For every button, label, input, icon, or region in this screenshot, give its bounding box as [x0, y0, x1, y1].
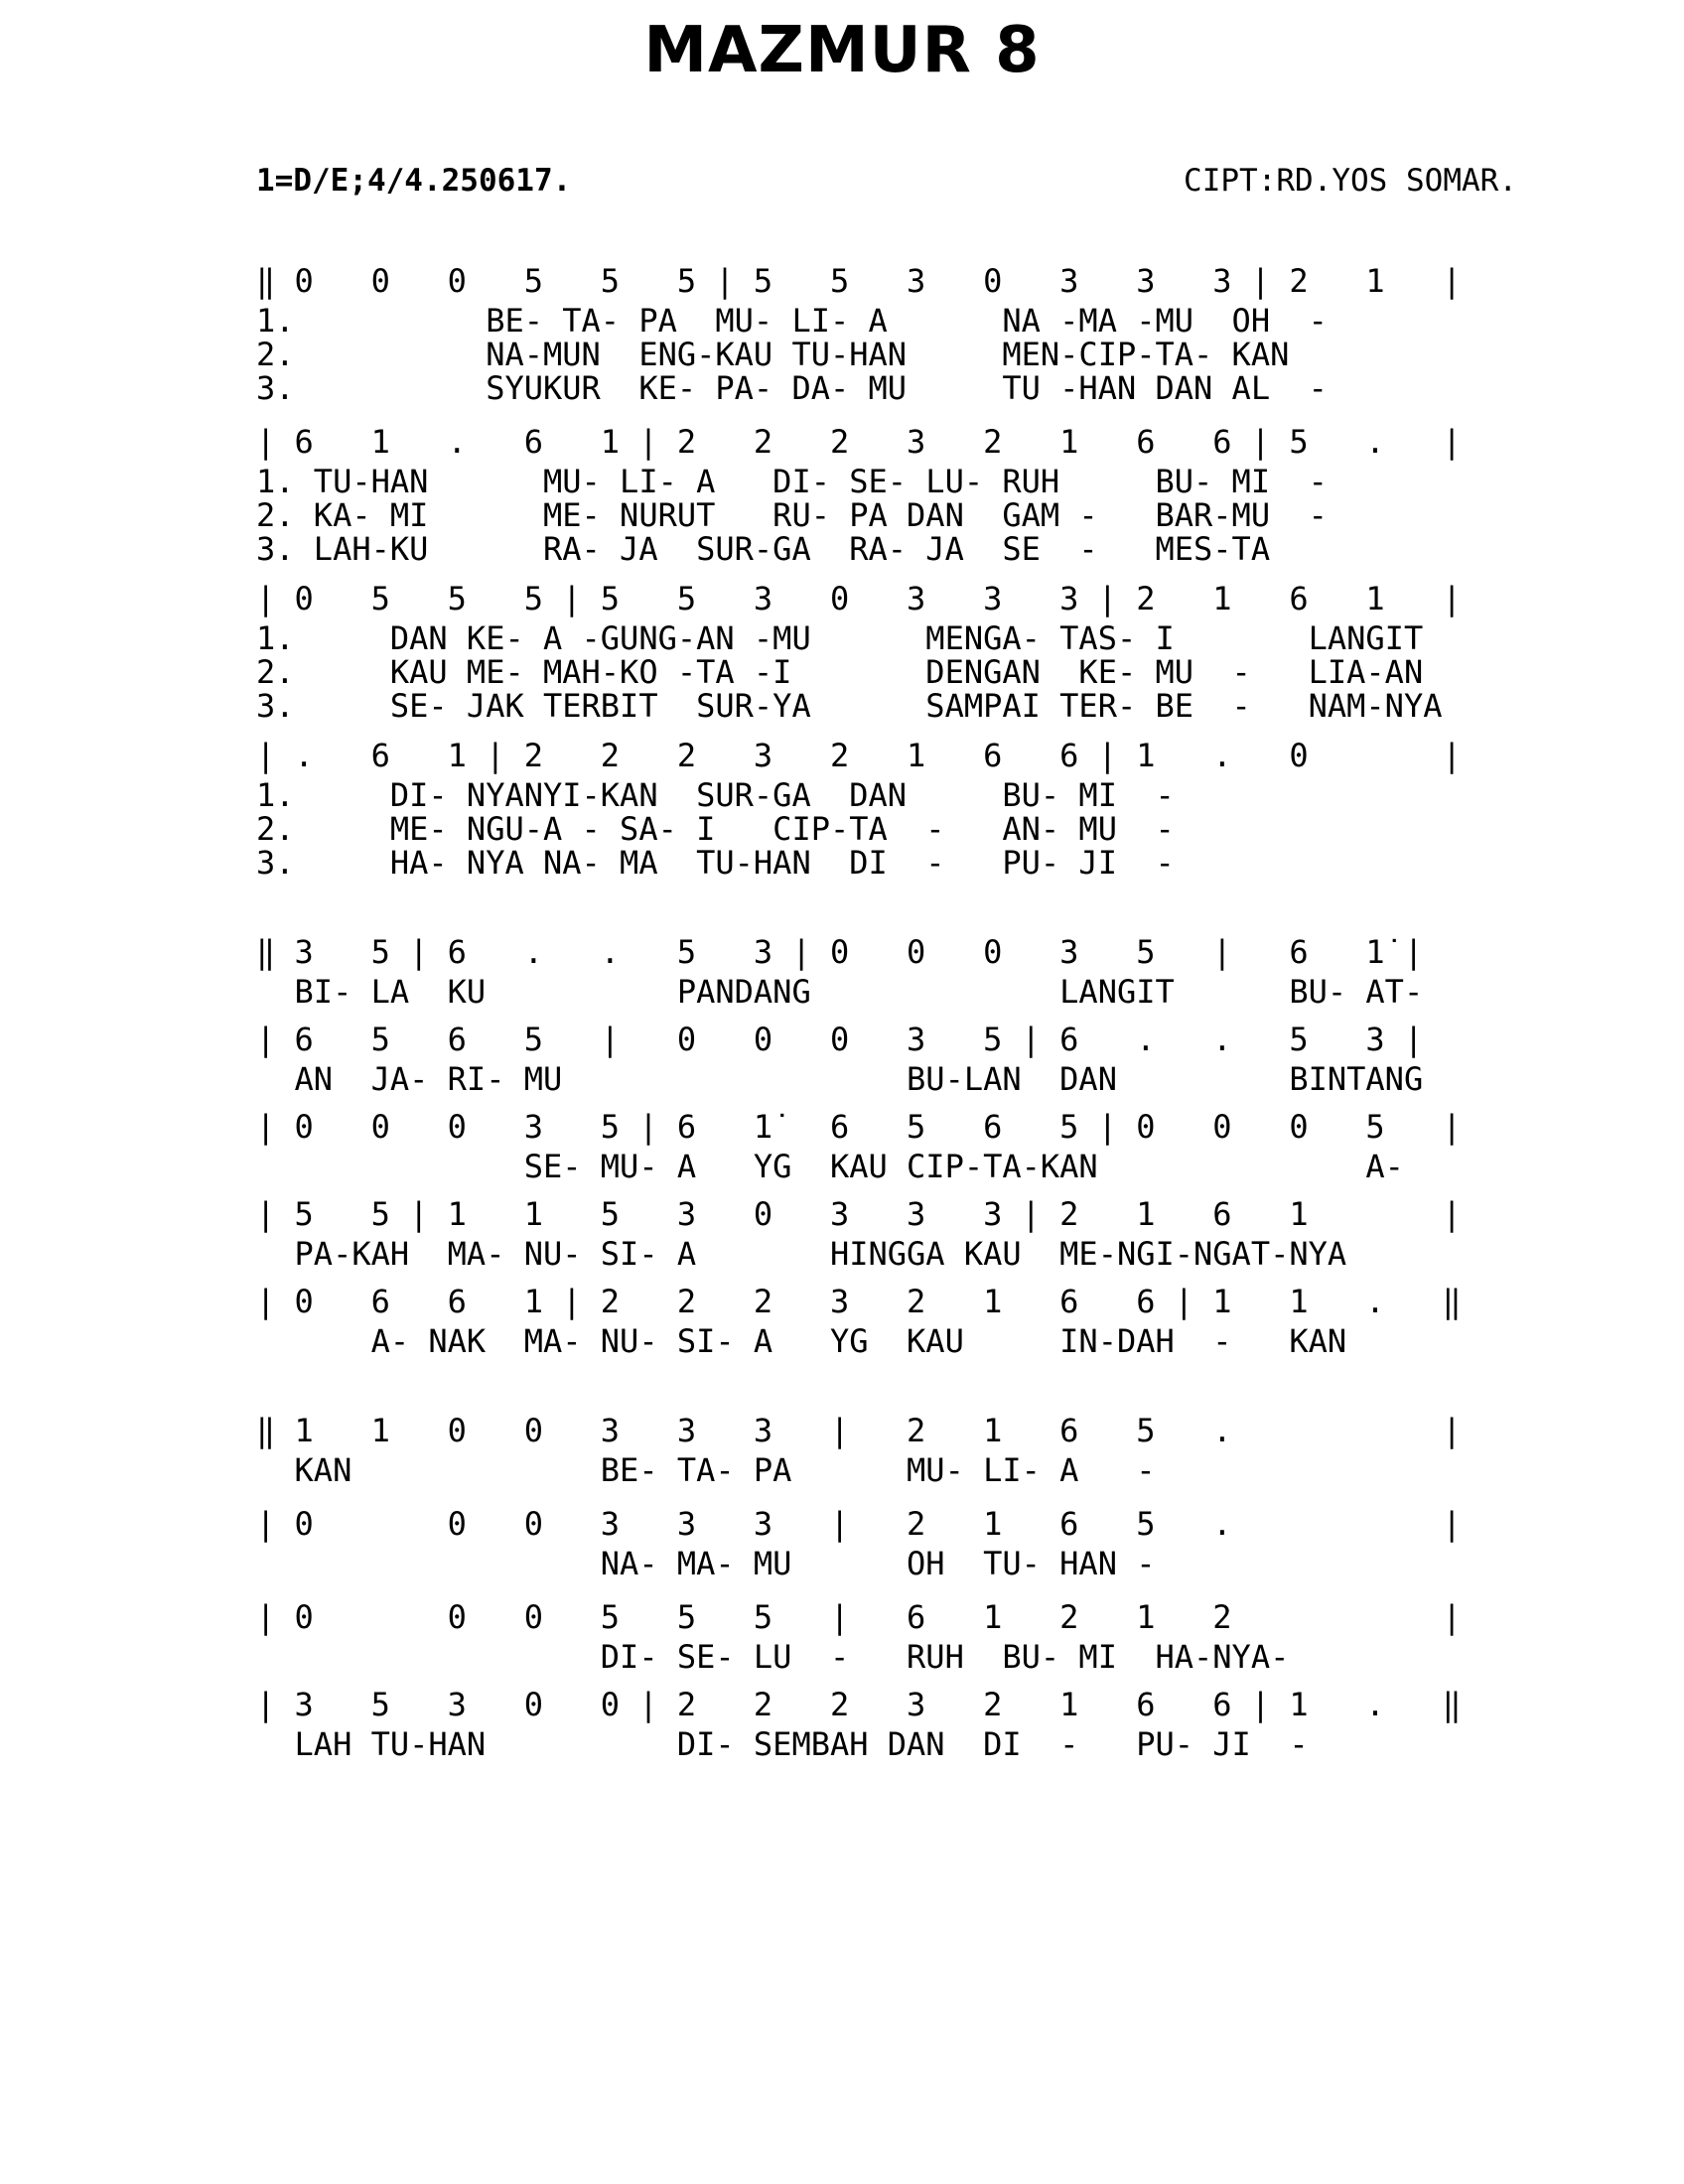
lyric-line: 3. SYUKUR KE- PA- DA- MU TU -HAN DAN AL - — [256, 369, 1328, 407]
notation-system — [256, 1682, 1462, 1761]
lyric-line: A- NAK MA- NU- SI- A YG KAU IN-DAH - KAN — [256, 1322, 1347, 1360]
notation-system — [256, 1017, 1462, 1096]
lyric-line: 2. NA-MUN ENG-KAU TU-HAN MEN-CIP-TA- KAN — [256, 336, 1290, 373]
note-line: | 0 6 6 1 | 2 2 2 3 2 1 6 6 | 1 1 . ‖ — [256, 1283, 1462, 1320]
note-line: | 6 1 . 6 1 | 2 2 2 3 2 1 6 6 | 5 . | — [256, 423, 1462, 461]
notation-system — [256, 1408, 1462, 1487]
notation-system — [256, 1191, 1462, 1271]
lyric-line: BI- LA KU PANDANG LANGIT BU- AT- — [256, 973, 1424, 1011]
note-line: | 0 0 0 3 3 3 | 2 1 6 5 . | — [256, 1505, 1462, 1543]
lyric-line: DI- SE- LU - RUH BU- MI HA-NYA- — [256, 1638, 1290, 1676]
lyric-line: SE- MU- A YG KAU CIP-TA-KAN A- — [256, 1148, 1404, 1185]
song-title: MAZMUR 8 — [643, 14, 1041, 87]
lyric-line: 1. DI- NYANYI-KAN SUR-GA DAN BU- MI - — [256, 776, 1175, 814]
notation-system — [256, 419, 1462, 566]
note-line: | . 6 1 | 2 2 2 3 2 1 6 6 | 1 . 0 | — [256, 737, 1462, 774]
lyric-line: 1. DAN KE- A -GUNG-AN -MU MENGA- TAS- I LANGIT — [256, 619, 1424, 657]
note-line: | 0 0 0 5 5 5 | 6 1 2 1 2 | — [256, 1598, 1462, 1636]
lyric-line: LAH TU-HAN DI- SEMBAH DAN DI - PU- JI - — [256, 1725, 1309, 1763]
notation-system — [256, 1279, 1462, 1358]
notation-system — [256, 258, 1462, 405]
lyric-line: 3. HA- NYA NA- MA TU-HAN DI - PU- JI - — [256, 844, 1175, 882]
notation-system — [256, 1104, 1462, 1183]
note-line: | 0 5 5 5 | 5 5 3 0 3 3 3 | 2 1 6 1 | — [256, 580, 1462, 617]
lyric-line: 2. ME- NGU-A - SA- I CIP-TA - AN- MU - — [256, 810, 1175, 848]
note-line: | 0 0 0 3 5 | 6 1̇ 6 5 6 5 | 0 0 0 5 | — [256, 1108, 1462, 1146]
lyric-line: 2. KAU ME- MAH-KO -TA -I DENGAN KE- MU - LIA-AN — [256, 653, 1424, 691]
lyric-line: PA-KAH MA- NU- SI- A HINGGA KAU ME-NGI-NGAT-NYA — [256, 1235, 1347, 1273]
notation-system — [256, 929, 1462, 1009]
note-line: ‖ 0 0 0 5 5 5 | 5 5 3 0 3 3 3 | 2 1 | — [256, 262, 1462, 300]
note-line: ‖ 3 5 | 6 . . 5 3 | 0 0 0 3 5 | 6 1̇ | — [256, 933, 1424, 971]
note-line: | 5 5 | 1 1 5 3 0 3 3 3 | 2 1 6 1 | — [256, 1195, 1462, 1233]
lyric-line: 3. LAH-KU RA- JA SUR-GA RA- JA SE - MES-TA — [256, 530, 1271, 568]
lyric-line: KAN BE- TA- PA MU- LI- A - — [256, 1451, 1156, 1489]
key-signature: 1=D/E;4/4.250617. — [256, 163, 572, 199]
notation-system — [256, 1501, 1462, 1580]
lyric-line: 2. KA- MI ME- NURUT RU- PA DAN GAM - BAR-MU - — [256, 496, 1328, 534]
note-line: ‖ 1 1 0 0 3 3 3 | 2 1 6 5 . | — [256, 1412, 1462, 1449]
composer-credit: CIPT:RD.YOS SOMAR. — [1184, 163, 1517, 199]
lyric-line: 3. SE- JAK TERBIT SUR-YA SAMPAI TER- BE - NAM-NYA — [256, 687, 1443, 725]
notation-system — [256, 733, 1462, 880]
note-line: | 3 5 3 0 0 | 2 2 2 3 2 1 6 6 | 1 . ‖ — [256, 1686, 1462, 1723]
lyric-line: NA- MA- MU OH TU- HAN - — [256, 1545, 1156, 1582]
notation-system — [256, 576, 1462, 723]
lyric-line: AN JA- RI- MU BU-LAN DAN BINTANG — [256, 1060, 1424, 1098]
notation-system — [256, 1594, 1462, 1674]
note-line: | 6 5 6 5 | 0 0 0 3 5 | 6 . . 5 3 | — [256, 1021, 1424, 1058]
lyric-line: 1. TU-HAN MU- LI- A DI- SE- LU- RUH BU- MI - — [256, 463, 1328, 500]
sheet-music — [256, 258, 1462, 1771]
lyric-line: 1. BE- TA- PA MU- LI- A NA -MA -MU OH - — [256, 302, 1328, 340]
